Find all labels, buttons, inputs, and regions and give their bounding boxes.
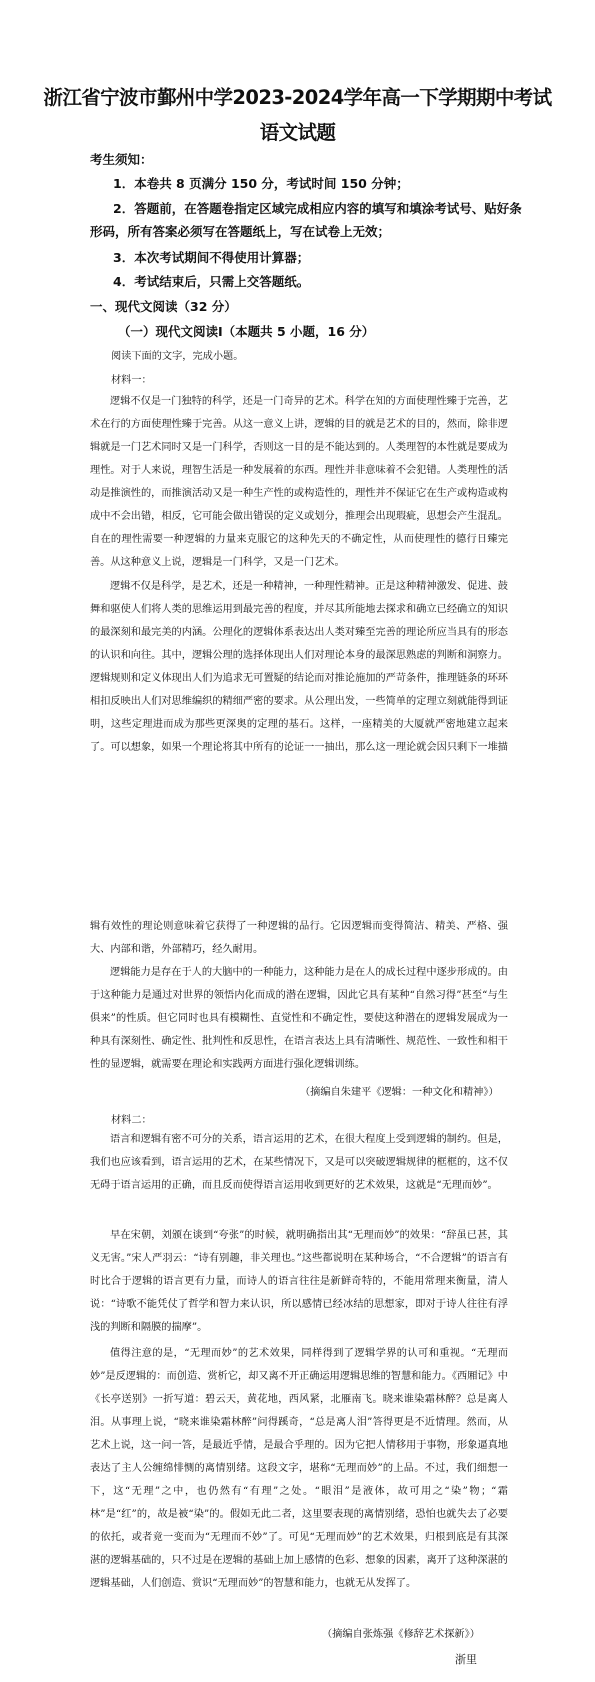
material1-paragraph-2-continued: 辑有效性的理论则意味着它获得了一种逻辑的品行。它因逻辑而变得简洁、精美、严格、强大、内部和谐，外部精巧，经久耐用。	[90, 921, 508, 955]
notice-item-4: 4．考试结束后，只需上交答题纸。	[113, 274, 310, 289]
material1-source: （摘编自朱建平《逻辑：一种文化和精神》）	[300, 1087, 499, 1098]
section-heading-1: 一、现代文阅读（32 分）	[90, 299, 237, 314]
material2-source: （摘编自张炼强《修辞艺术探新》）	[322, 1629, 480, 1640]
material2-paragraph-3: 值得注意的是，“无理而妙”的艺术效果，同样得到了逻辑学界的认可和重视。“无理而妙”是反逻辑的：而创造、赏析它，却又离不开正确运用逻辑思维的智慧和能力。《西厢记》中《长亭送别》一折写道：碧云天，黄花地，西风紧，北雁南飞。晓来谁染霜林醉？总是离人泪。从事理上说，“晓来谁染霜林醉”问得蹊奇，“总是离人泪”答得更是不近情理。然而，从艺术上说，这一问一答，是最近乎情，是最合乎理的。因为它把人情移用于事物，形象逼真地表达了主人公缠绵悱恻的离情别绪。这段文字，堪称“无理而妙”的上品。不过，我们细想一下，这“无理”之中，也仍然有“有理”之处。“眼泪”是液体，故可用之“染”物；“霜林”是“红”的，故是被“染”的。假如无此二者，这里要表现的离情别绪，恐怕也就失去了必要的依托，或者竟一变而为“无理而不妙”了。可见“无理而妙”的艺术效果，归根到底是有其深湛的逻辑基础的，只不过是在逻辑的基础上加上感情的色彩、想象的因素，离开了这种深湛的逻辑基础，人们创造、赏识“无理而妙”的智慧和能力，也就无从发挥了。	[90, 1348, 508, 1589]
material2-label: 材料二：	[111, 1115, 152, 1126]
subsection-heading-1: （一）现代文阅读Ⅰ（本题共 5 小题，16 分）	[118, 324, 375, 339]
material1-paragraph-2: 逻辑不仅是科学，是艺术，还是一种精神，一种理性精神。正是这种精神激发、促进、鼓舞和驱使人们将人类的思维运用到最完善的程度，并尽其所能地去探求和确立已经确立的知识的最深刻和最完美的内涵。公理化的逻辑体系表达出人类对臻至完善的理论所应当具有的形态的认识和向往。其中，逻辑公理的选择体现出人们对理论本身的最深思熟虑的判断和洞察力。逻辑规则和定义体现出人们为追求无可置疑的结论而对推论施加的严苛条件，推理链条的环环相扣反映出人们对思维编织的精细严密的要求。从公理出发，一些简单的定理立刻就能得到证明，这些定理进而成为那些更深奥的定理的基石。这样，一座精美的大厦就严密地建立起来了。可以想象，如果一个理论将其中所有的论证一一抽出，那么这一理论就会因只剩下一堆描	[90, 581, 508, 753]
material1-paragraph-3: 逻辑能力是存在于人的大脑中的一种能力，这种能力是在人的成长过程中逐步形成的。由于这种能力是通过对世界的领悟内化而成的潜在逻辑，因此它具有某种“自然习得”甚至“与生俱来”的性质。但它同时也具有模糊性、直觉性和不确定性，要使这种潜在的逻辑发展成为一种具有深刻性、确定性、批判性和反思性，在语言表达上具有清晰性、规范性、一致性和相干性的显逻辑，就需要在理论和实践两方面进行强化逻辑训练。	[90, 967, 508, 1070]
material1-paragraph-1: 逻辑不仅是一门独特的科学，还是一门奇异的艺术。科学在知的方面使理性臻于完善，艺术在行的方面使理性臻于完善。从这一意义上讲，逻辑的目的就是艺术的目的，然而，除非逻辑就是一门艺术同时又是一门科学，否则这一目的是不能达到的。人类理智的本性就是要成为理性。对于人来说，理智生活是一种发展着的东西。理性并非意味着不会犯错。人类理性的活动是推演性的，而推演活动又是一种生产性的或构造性的，理性并不保证它在生产或构造或构成中不会出错，相反，它可能会做出错误的定义或划分，推理会出现瑕疵，思想会产生混乱。自在的理性需要一种逻辑的力量来克服它的这种先天的不确定性，从而使理性的德行日臻完善。从这种意义上说，逻辑是一门科学，又是一门艺术。	[90, 396, 508, 568]
material2-paragraph-1: 语言和逻辑有密不可分的关系，语言运用的艺术，在很大程度上受到逻辑的制约。但是，我们也应该看到，语言运用的艺术，在某些情况下，又是可以突破逻辑规律的框框的，这不仅无碍于语言运用的正确，而且反而使得语言运用收到更好的艺术效果，这就是“无理而妙”。	[90, 1134, 508, 1191]
material2-paragraph-2: 早在宋朝，刘颁在谈到“夸张”的时候，就明确指出其“无理而妙”的效果：“辞虽已甚，其义无害。”宋人严羽云：“诗有别趣，非关理也。”这些都说明在某种场合，“不合逻辑”的语言有时比合于逻辑的语言更有力量，而诗人的语言往往是新鲜奇特的，不能用常理来衡量，清人说：“诗歌不能凭仗了哲学和智力来认识，所以感情已经冰结的思想家，即对于诗人往往有浮浅的判断和隔膜的揣摩”。	[90, 1230, 508, 1333]
exam-title-line2: 语文试题	[259, 121, 336, 144]
notice-item-1: 1．本卷共 8 页满分 150 分，考试时间 150 分钟；	[113, 176, 409, 191]
notice-item-2b: 形码，所有答案必须写在答题纸上，写在试卷上无效；	[90, 224, 391, 239]
notice-item-3: 3．本次考试期间不得使用计算器；	[113, 250, 310, 265]
notice-heading: 考生须知：	[90, 152, 153, 167]
exam-title-line1: 浙江省宁波市鄞州中学2023-2024学年高一下学期期中考试	[43, 86, 552, 109]
page-footer: 浙里	[455, 1653, 477, 1666]
material1-label: 材料一：	[111, 375, 152, 386]
notice-item-2a: 2．答题前，在答题卷指定区域完成相应内容的填写和填涂考试号、贴好条	[113, 201, 522, 216]
blank-space	[0, 757, 595, 917]
instruction-text: 阅读下面的文字，完成小题。	[111, 351, 244, 362]
